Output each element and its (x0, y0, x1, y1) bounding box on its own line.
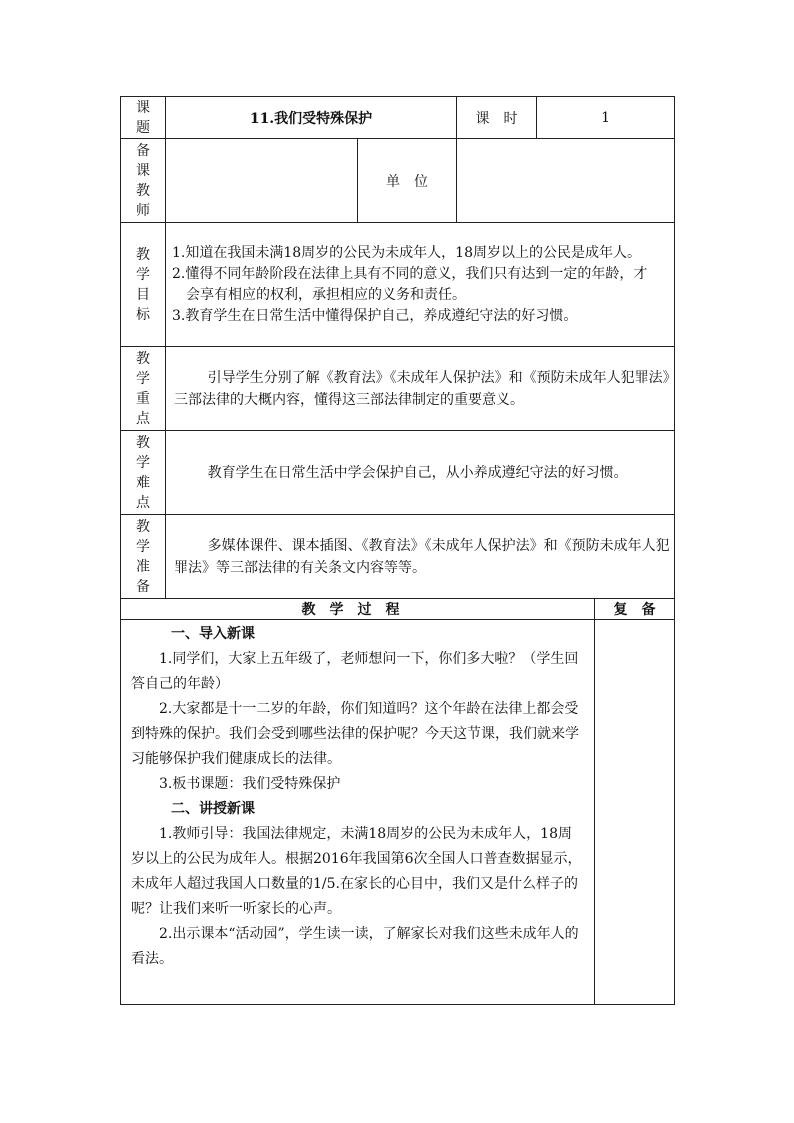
period-label: 课 时 (457, 97, 537, 139)
lesson-title: 11.我们受特殊保护 (166, 97, 457, 139)
key-points-row (121, 347, 675, 431)
topic-label: 课 题 (121, 97, 166, 139)
difficulties-row (121, 431, 675, 515)
preparation-content: 多媒体课件、课本插图、《教育法》《未成年人保护法》和《预防未成年人犯罪法》等三部法律的有关条文内容等等。 (166, 515, 675, 599)
goals-row (121, 223, 675, 347)
process-row (121, 620, 675, 1005)
key-points-content: 引导学生分别了解《教育法》《未成年人保护法》和《预防未成年人犯罪法》三部法律的大概内容，懂得这三部法律制定的重要意义。 (166, 347, 675, 431)
goals-content (166, 223, 675, 347)
process-paragraph: 3.板书课题：我们受特殊保护 (159, 776, 341, 792)
difficulties-label: 教 学 难 点 (121, 431, 166, 515)
lesson-plan-table (120, 96, 675, 1005)
goal-line: 3.教育学生在日常生活中懂得保护自己，养成遵纪守法的好习惯。 (172, 307, 578, 324)
goal-line: 2.懂得不同年龄阶段在法律上具有不同的意义，我们只有达到一定的年龄，才 (172, 265, 648, 282)
goal-line: 会享有相应的权利，承担相应的义务和责任。 (186, 286, 466, 303)
preparation-row (121, 515, 675, 599)
key-points-label: 教 学 重 点 (121, 347, 166, 431)
process-paragraph: 1.教师引导：我国法律规定，未满18周岁的公民为未成年人，18周岁以上的公民为成年人。根据2016年我国第6次全国人口普查数据显示，未成年人超过我国人口数量的1/5.在家长的心目中，我们又是什么样子的呢？让我们来听一听家长的心声。 (131, 826, 582, 917)
goals-label: 教 学 目 标 (121, 223, 166, 347)
preparation-label: 教 学 准 备 (121, 515, 166, 599)
process-paragraph: 1.同学们，大家上五年级了，老师想问一下，你们多大啦？（学生回答自己的年龄） (131, 651, 579, 692)
review-heading: 复 备 (595, 599, 675, 620)
period-value: 1 (537, 97, 675, 139)
process-header-row (121, 599, 675, 620)
teacher-row (121, 139, 675, 223)
topic-row (121, 97, 675, 139)
process-paragraph: 2.出示课本“活动园”，学生读一读，了解家长对我们这些未成年人的看法。 (131, 926, 579, 967)
review-notes-cell (595, 620, 675, 1005)
teacher-label: 备 课 教 师 (121, 139, 166, 223)
section-heading: 一、导入新课 (171, 626, 255, 642)
difficulties-content: 教育学生在日常生活中学会保护自己，从小养成遵纪守法的好习惯。 (166, 431, 675, 515)
section-heading: 二、讲授新课 (171, 801, 255, 817)
teacher-value (166, 139, 358, 223)
process-heading: 教学过程 (121, 599, 595, 620)
unit-value (457, 139, 675, 223)
goal-line: 1.知道在我国未满18周岁的公民为未成年人，18周岁以上的公民是成年人。 (172, 244, 641, 261)
unit-label: 单 位 (358, 139, 457, 223)
process-content (121, 620, 595, 1005)
process-paragraph: 2.大家都是十一二岁的年龄，你们知道吗？这个年龄在法律上都会受到特殊的保护。我们会受到哪些法律的保护呢？今天这节课，我们就来学习能够保护我们健康成长的法律。 (131, 701, 579, 767)
